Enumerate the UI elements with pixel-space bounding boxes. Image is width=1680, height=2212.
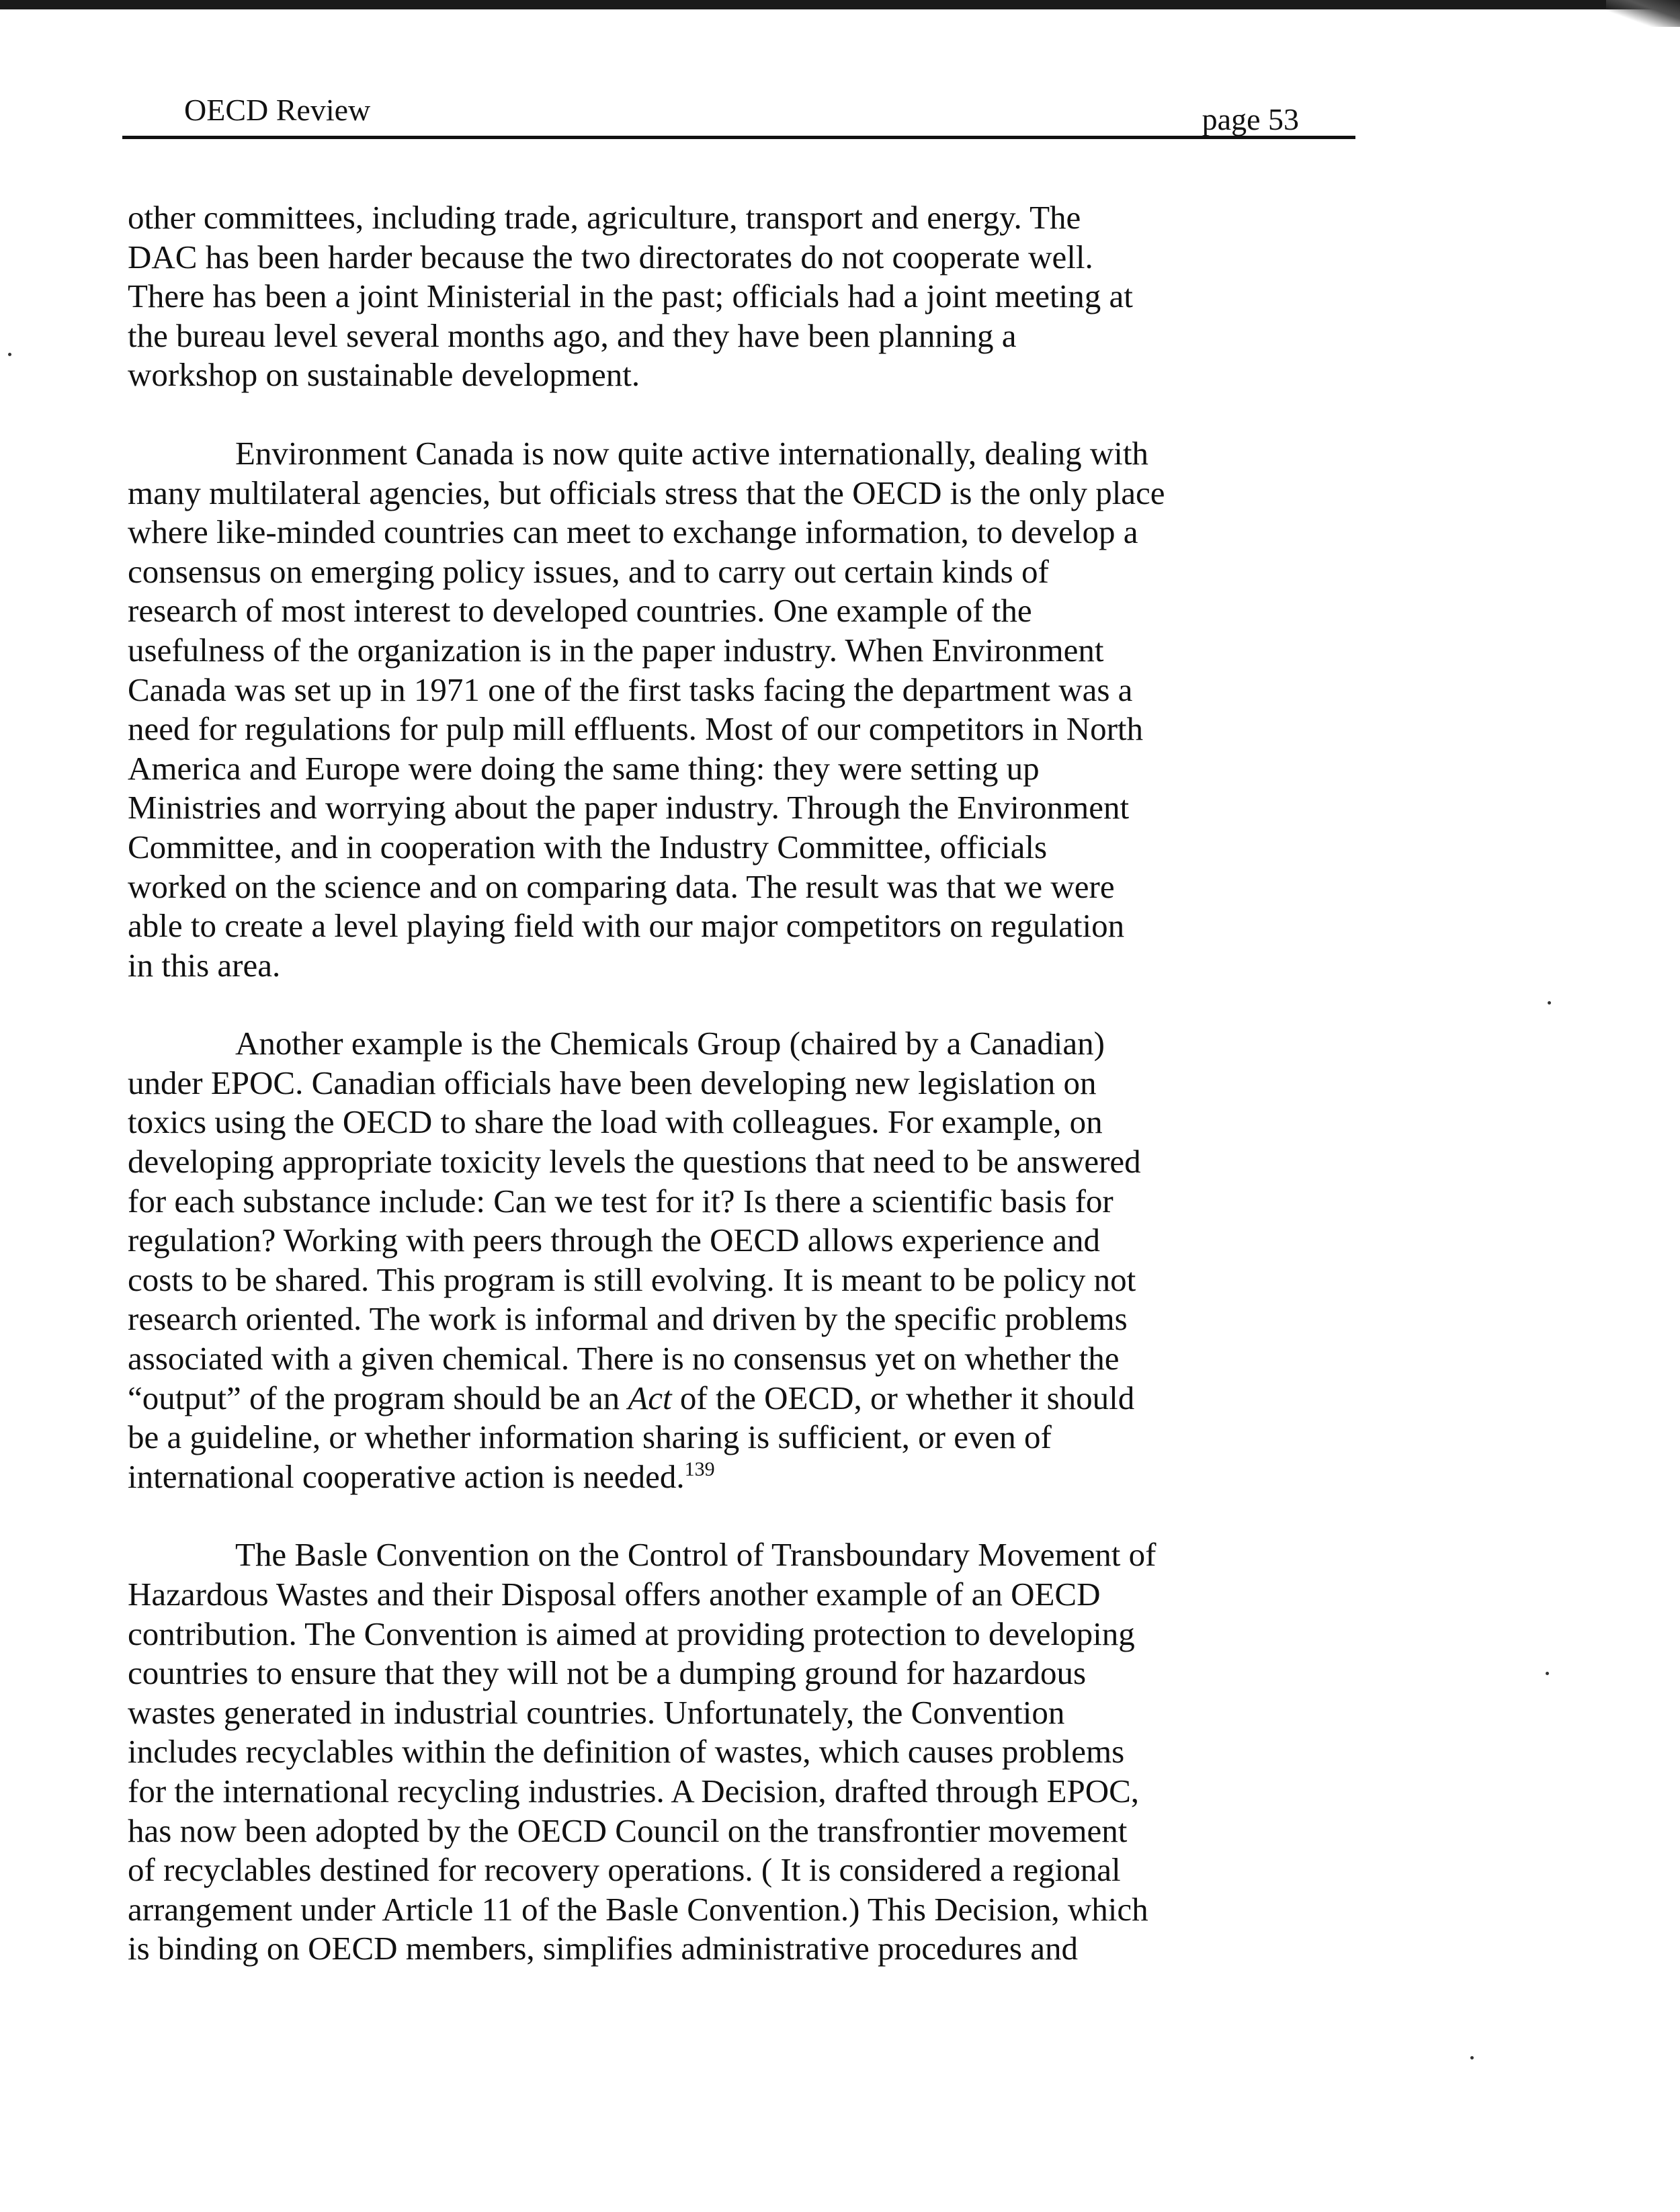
- text-line: [128, 1535, 1371, 1575]
- line-text: other committees, including trade, agriculture, transport and energy. The: [128, 199, 1081, 236]
- scan-speck: [8, 353, 11, 356]
- text-line: [128, 1929, 1371, 1969]
- text-line: [128, 1457, 1371, 1497]
- text-line: [128, 671, 1371, 710]
- line-text: of recyclables destined for recovery operations. ( It is considered a regional: [128, 1851, 1121, 1889]
- scan-top-edge: [0, 0, 1680, 9]
- line-text: the bureau level several months ago, and they have been planning a: [128, 316, 1017, 354]
- text-line: [128, 828, 1371, 867]
- paragraph: [128, 434, 1371, 985]
- text-line: [128, 867, 1371, 907]
- text-line: [128, 1024, 1371, 1064]
- line-text: need for regulations for pulp mill effluents. Most of our competitors in North: [128, 710, 1144, 748]
- paragraph: [128, 198, 1371, 395]
- text-line: [128, 198, 1371, 238]
- line-text: be a guideline, or whether information sharing is sufficient, or even of: [128, 1418, 1052, 1456]
- line-text: wastes generated in industrial countries. Unfortunately, the Convention: [128, 1693, 1065, 1731]
- line-text: costs to be shared. This program is still evolving. It is meant to be policy not: [128, 1261, 1136, 1298]
- line-text: DAC has been harder because the two directorates do not cooperate well.: [128, 238, 1093, 275]
- scan-speck: [1546, 1672, 1549, 1675]
- text-line: [128, 1142, 1371, 1182]
- header-title: OECD Review: [184, 93, 371, 127]
- text-line: [128, 631, 1371, 671]
- text-line: [128, 1851, 1371, 1890]
- page-number: page 53: [1202, 102, 1299, 136]
- line-text: arrangement under Article 11 of the Basle Convention.) This Decision, which: [128, 1890, 1148, 1928]
- text-line: [128, 946, 1371, 986]
- text-line: [128, 1418, 1371, 1457]
- text-line: [128, 1103, 1371, 1142]
- text-line: [128, 316, 1371, 356]
- line-text: international cooperative action is needed.: [128, 1457, 685, 1495]
- text-line: [128, 277, 1371, 316]
- text-line: [128, 513, 1371, 552]
- line-text: There has been a joint Ministerial in the past; officials had a joint meeting at: [128, 278, 1133, 315]
- line-text: research oriented. The work is informal and driven by the specific problems: [128, 1300, 1128, 1338]
- text-line: [128, 1812, 1371, 1851]
- line-text: workshop on sustainable development.: [128, 356, 640, 394]
- line-text: Ministries and worrying about the paper industry. Through the Environment: [128, 789, 1130, 826]
- text-line: [128, 238, 1371, 278]
- text-line: [128, 1654, 1371, 1693]
- text-line: [128, 591, 1371, 631]
- text-line: [128, 1615, 1371, 1654]
- line-text: is binding on OECD members, simplifies administrative procedures and: [128, 1930, 1078, 1967]
- footnote-reference: 139: [684, 1457, 715, 1480]
- line-text: where like-minded countries can meet to exchange information, to develop a: [128, 513, 1138, 551]
- text-line: [128, 1575, 1371, 1615]
- line-text: consensus on emerging policy issues, and to carry out certain kinds of: [128, 552, 1049, 590]
- line-text: usefulness of the organization is in the paper industry. When Environment: [128, 631, 1104, 669]
- line-text: able to create a level playing field with our major competitors on regulation: [128, 907, 1125, 945]
- scan-speck: [1548, 1001, 1551, 1005]
- paragraph: [128, 1535, 1371, 1969]
- text-line: [128, 1890, 1371, 1930]
- text-line: [128, 1379, 1371, 1418]
- line-text: Hazardous Wastes and their Disposal offers another example of an OECD: [128, 1576, 1101, 1613]
- text-line: [128, 1300, 1371, 1339]
- line-text: for each substance include: Can we test for it? Is there a scientific basis for: [128, 1182, 1114, 1220]
- text-line: [128, 1693, 1371, 1733]
- text-line: [128, 788, 1371, 828]
- line-text: America and Europe were doing the same thing: they were setting up: [128, 749, 1040, 787]
- text-line: [128, 1182, 1371, 1222]
- line-text: research of most interest to developed countries. One example of the: [128, 592, 1032, 630]
- line-text: “output” of the program should be an Act of the OECD, or whether it should: [128, 1379, 1135, 1416]
- line-text: many multilateral agencies, but officials stress that the OECD is the only place: [128, 474, 1165, 511]
- line-text: worked on the science and on comparing data. The result was that we were: [128, 867, 1115, 905]
- line-text: regulation? Working with peers through the OECD allows experience and: [128, 1222, 1101, 1259]
- text-line: [128, 1772, 1371, 1812]
- line-text: for the international recycling industries. A Decision, drafted through EPOC,: [128, 1772, 1140, 1810]
- line-text: under EPOC. Canadian officials have been developing new legislation on: [128, 1064, 1097, 1101]
- text-line: [128, 1732, 1371, 1772]
- line-text: The Basle Convention on the Control of Transboundary Movement of: [235, 1536, 1157, 1574]
- scan-corner-mark: [1606, 0, 1680, 27]
- line-text: Canada was set up in 1971 one of the first tasks facing the department was a: [128, 671, 1133, 708]
- text-line: [128, 552, 1371, 592]
- line-text: Another example is the Chemicals Group (chaired by a Canadian): [235, 1025, 1105, 1062]
- text-line: [128, 749, 1371, 789]
- line-text: in this area.: [128, 946, 281, 984]
- line-text: associated with a given chemical. There is no consensus yet on whether the: [128, 1340, 1120, 1377]
- text-line: [128, 355, 1371, 395]
- scan-speck: [1470, 2056, 1474, 2059]
- text-line: [128, 1339, 1371, 1379]
- line-text: includes recyclables within the definition of wastes, which causes problems: [128, 1733, 1125, 1771]
- line-text: Committee, and in cooperation with the Industry Committee, officials: [128, 828, 1048, 865]
- text-line: [128, 906, 1371, 946]
- line-text: contribution. The Convention is aimed at providing protection to developing: [128, 1615, 1135, 1652]
- page-header: [122, 87, 1355, 139]
- line-text: developing appropriate toxicity levels the questions that need to be answered: [128, 1143, 1141, 1181]
- text-line: [128, 1064, 1371, 1103]
- text-line: [128, 1221, 1371, 1261]
- line-text: toxics using the OECD to share the load with colleagues. For example, on: [128, 1103, 1103, 1141]
- line-text: countries to ensure that they will not be a dumping ground for hazardous: [128, 1654, 1087, 1692]
- line-text: Environment Canada is now quite active internationally, dealing with: [235, 434, 1148, 472]
- text-line: [128, 1261, 1371, 1300]
- text-line: [128, 710, 1371, 749]
- text-line: [128, 474, 1371, 513]
- line-text: has now been adopted by the OECD Council on the transfrontier movement: [128, 1812, 1128, 1849]
- text-line: [128, 434, 1371, 474]
- paragraph: [128, 1024, 1371, 1496]
- document-body: [128, 198, 1371, 2008]
